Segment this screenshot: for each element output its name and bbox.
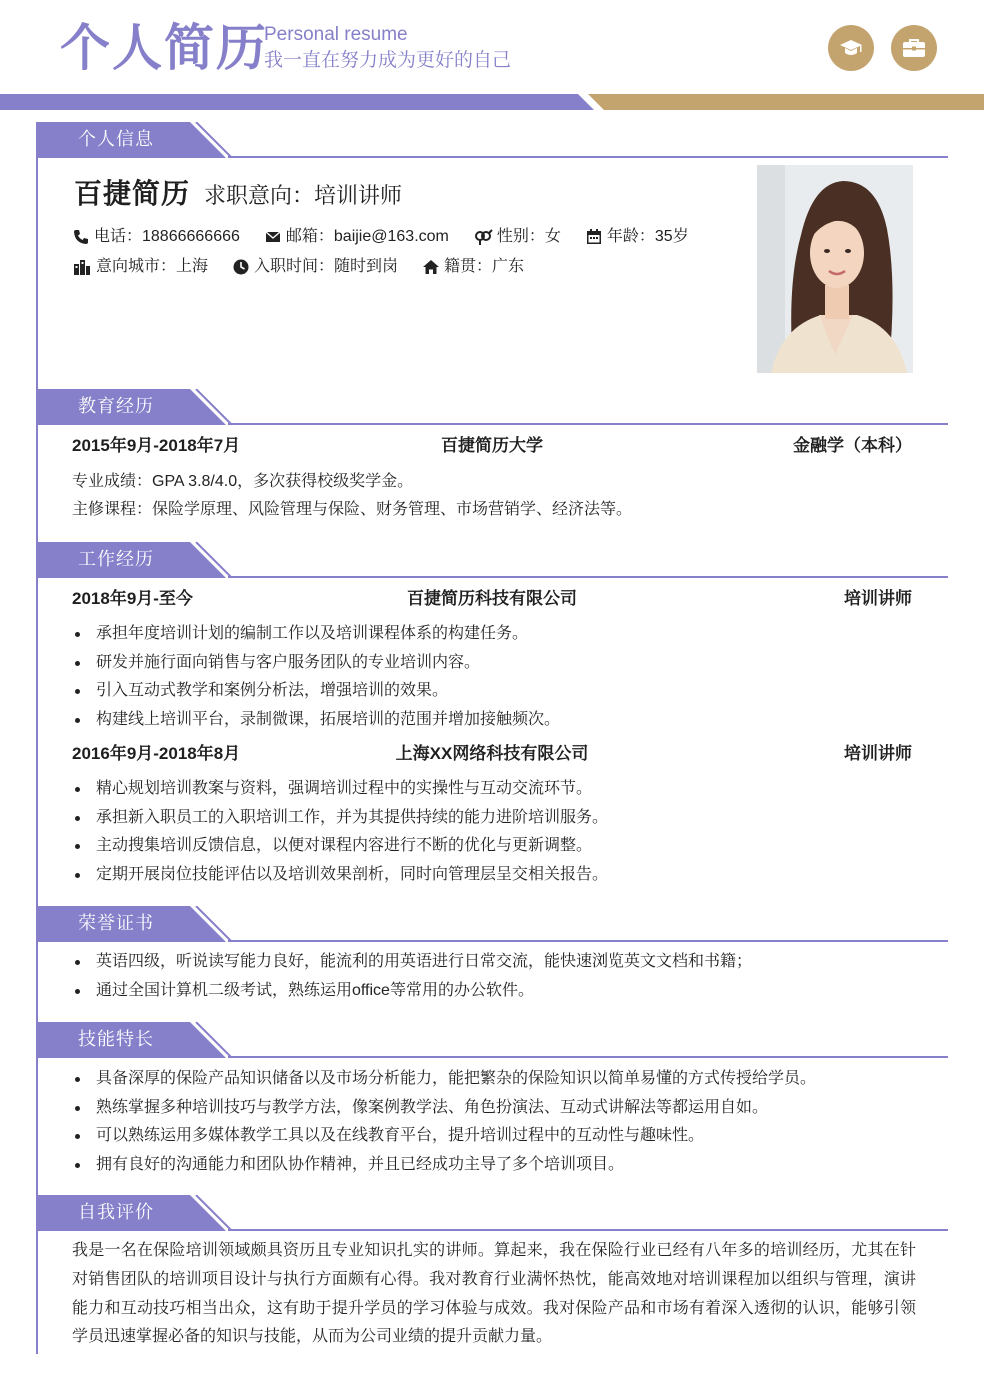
city-icon [72,258,92,276]
list-item: 精心规划培训教案与资料，强调培训过程中的实操性与互动交流环节。 [72,778,932,807]
education-entry [72,433,912,459]
section-title: 教育经历 [78,396,154,416]
gender-icon [473,228,493,246]
list-item: 构建线上培训平台，录制微课，拓展培训的范围并增加接触频次。 [72,709,932,738]
section-rule [36,158,38,390]
info-row [72,226,713,248]
age-item: 年龄：35岁 [585,226,689,248]
section-title: 个人信息 [78,129,154,149]
list-item: 研发并施行面向销售与客户服务团队的专业培训内容。 [72,652,932,681]
section-header-work [36,542,948,578]
list-item: 拥有良好的沟通能力和团队协作精神，并且已经成功主导了多个培训项目。 [72,1154,932,1183]
work-company: 百捷简历科技有限公司 [407,589,577,608]
education-date: 2015年9月-2018年7月 [72,436,241,455]
honors-bullets [72,951,932,1008]
education-detail: 专业成绩：GPA 3.8/4.0，多次获得校级奖学金。 [72,473,414,490]
phone-icon [72,228,90,246]
list-item: 熟练掌握多种培训技巧与教学方法，像案例教学法、角色扮演法、互动式讲解法等都运用自如。 [72,1097,932,1126]
section-header-education [36,389,948,425]
job-intent-label: 求职意向： [204,183,315,208]
name-row [74,172,402,212]
gender-item: 性别：女 [473,226,561,248]
list-item: 承担年度培训计划的编制工作以及培训课程体系的构建任务。 [72,623,932,652]
work-role: 培训讲师 [844,589,912,608]
education-detail: 主修课程：保险学原理、风险管理与保险、财务管理、市场营销学、经济法等。 [72,501,633,518]
subtitle-english: Personal resume [264,24,408,45]
city-item: 意向城市：上海 [72,256,208,278]
list-item: 具备深厚的保险产品知识储备以及市场分析能力，能把繁杂的保险知识以简单易懂的方式传授给学员。 [72,1068,932,1097]
calendar-icon [585,228,603,246]
phone-item: 电话：18866666666 [72,226,240,248]
list-item: 主动搜集培训反馈信息，以便对课程内容进行不断的优化与更新调整。 [72,835,932,864]
start-date-item: 入职时间：随时到岗 [232,256,398,278]
section-title: 工作经历 [78,549,154,569]
clock-icon [232,258,250,276]
section-header-skills [36,1022,948,1058]
education-school: 百捷简历大学 [441,436,543,455]
candidate-name: 百捷简历 [74,178,191,209]
section-rule [36,941,38,1022]
mail-icon [264,228,282,246]
list-item: 承担新入职员工的入职培训工作，并为其提供持续的能力进阶培训服务。 [72,807,932,836]
work-entry [72,741,912,767]
education-major: 金融学（本科） [793,436,912,455]
section-rule [36,1057,38,1195]
info-row [72,256,548,278]
list-item: 引入互动式教学和案例分析法，增强培训的效果。 [72,680,932,709]
work-date: 2016年9月-2018年8月 [72,744,241,763]
work-bullets [72,778,932,893]
list-item: 通过全国计算机二级考试，熟练运用office等常用的办公软件。 [72,980,932,1009]
skills-bullets [72,1068,932,1183]
work-entry [72,586,912,612]
section-title: 技能特长 [78,1029,154,1049]
list-item: 可以熟练运用多媒体教学工具以及在线教育平台，提升培训过程中的互动性与趣味性。 [72,1125,932,1154]
list-item: 英语四级，听说读写能力良好，能流利的用英语进行日常交流，能快速浏览英文文档和书籍； [72,951,932,980]
work-date: 2018年9月-至今 [72,589,193,608]
work-role: 培训讲师 [844,744,912,763]
section-header-honors [36,906,948,942]
section-rule [36,577,38,907]
header-band [0,94,984,116]
profile-photo [757,165,913,373]
work-company: 上海XX网络科技有限公司 [395,744,589,763]
section-rule [36,424,38,542]
job-intent-value: 培训讲师 [314,183,403,208]
section-rule [36,1230,38,1354]
section-header-self-eval [36,1195,948,1231]
hometown-item: 籍贯：广东 [422,256,524,278]
work-bullets [72,623,932,738]
section-header-personal [36,122,948,158]
section-title: 荣誉证书 [78,913,154,933]
subtitle-chinese: 我一直在努力成为更好的自己 [264,50,512,71]
email-item: 邮箱：baijie@163.com [264,226,449,248]
resume-title: 个人简历 [60,20,268,76]
self-evaluation-text: 我是一名在保险培训领域颇具资历且专业知识扎实的讲师。算起来，我在保险行业已经有八年多的培训经历，尤其在针对销售团队的培训项目设计与执行方面颇有心得。我对教育行业满怀热忱，能高效地对培训课程加以组织与管理，演讲能力和互动技巧相当出众，这有助于提升学员的学习体验与成效。我对保险产品和市场有着深入透彻的认识，能够引领学员迅速掌握必备的知识与技能，从而为公司业绩的提升贡献力量。 [72,1242,916,1346]
graduation-cap-icon [828,25,874,71]
list-item: 定期开展岗位技能评估以及培训效果剖析，同时向管理层呈交相关报告。 [72,864,932,893]
section-title: 自我评价 [78,1202,154,1222]
home-icon [422,258,440,276]
briefcase-icon [891,25,937,71]
